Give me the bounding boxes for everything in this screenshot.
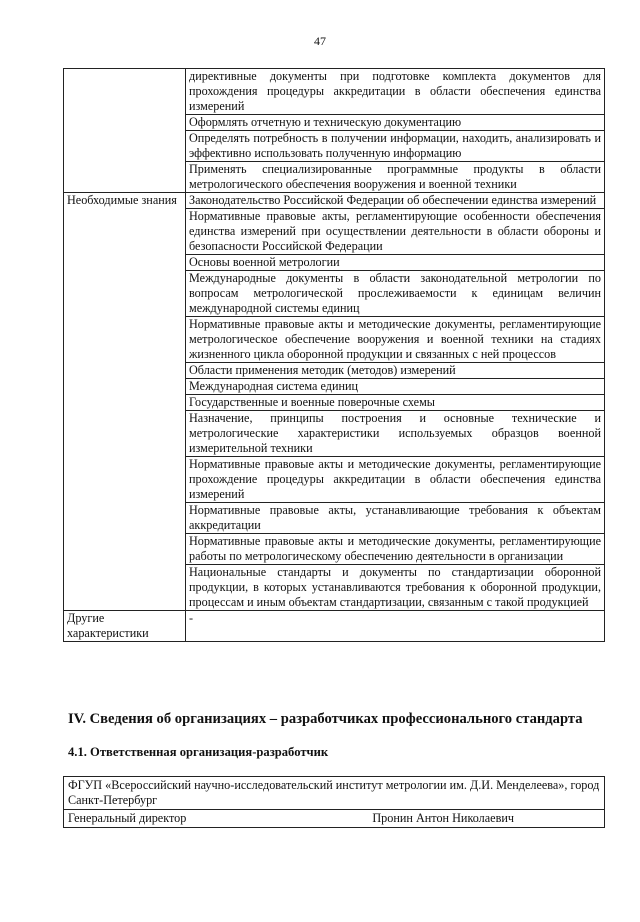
standard-table (63, 68, 605, 642)
empty-label-cell (64, 69, 186, 193)
knowledge-cell: Международные документы в области законодательной метрологии по вопросам метрологической прослеживаемости к единицам величин международной системы единиц (186, 271, 605, 317)
knowledge-cell: Нормативные правовые акты, устанавливающие требования к объектам аккредитации (186, 503, 605, 534)
knowledge-cell: Законодательство Российской Федерации об обеспечении единства измерений (186, 193, 605, 209)
table-row (64, 777, 605, 810)
skill-cell: Применять специализированные программные продукты в области метрологического обеспечения вооружения и военной техники (186, 162, 605, 193)
director-name: Пронин Антон Николаевич (372, 811, 514, 825)
knowledge-cell: Нормативные правовые акты, регламентирующие особенности обеспечения единства измерений при осуществлении деятельности в области обороны и безопасности Российской Федерации (186, 209, 605, 255)
director-row (68, 811, 600, 826)
knowledge-cell: Основы военной метрологии (186, 255, 605, 271)
organization-name: ФГУП «Всероссийский научно-исследовательский институт метрологии им. Д.И. Менделеева», город Санкт-Петербург (64, 777, 605, 810)
director-title: Генеральный директор (68, 811, 187, 825)
director-cell (64, 810, 605, 828)
knowledge-cell: Международная система единиц (186, 379, 605, 395)
subsection-title: 4.1. Ответственная организация-разработчик (68, 745, 329, 759)
knowledge-cell: Нормативные правовые акты и методические документы, регламентирующие работы по метрологическому обеспечению деятельности в организации (186, 534, 605, 565)
knowledge-cell: Государственные и военные поверочные схемы (186, 395, 605, 411)
table-row (64, 810, 605, 828)
knowledge-cell: Назначение, принципы построения и основные технические и метрологические характеристики используемых образцов военной измерительной техники (186, 411, 605, 457)
knowledge-cell: Нормативные правовые акты и методические документы, регламентирующие метрологическое обеспечение вооружения и военной техники на стадиях жизненного цикла оборонной продукции и связанных с ней процессов (186, 317, 605, 363)
other-value: - (186, 611, 605, 642)
table-row (64, 611, 605, 642)
section-title: IV. Сведения об организациях – разработчиках профессионального стандарта (68, 711, 583, 727)
table-row (64, 69, 605, 115)
skill-cell: Определять потребность в получении информации, находить, анализировать и эффективно использовать полученную информацию (186, 131, 605, 162)
other-label: Другие характеристики (64, 611, 186, 642)
skill-cell: директивные документы при подготовке комплекта документов для прохождения процедуры аккредитации в области обеспечения единства измерений (186, 69, 605, 115)
knowledge-label: Необходимые знания (64, 193, 186, 611)
page-number: 47 (314, 34, 326, 48)
knowledge-cell: Национальные стандарты и документы по стандартизации оборонной продукции, в которых устанавливаются требования к оборонной продукции, процессам и иным объектам стандартизации, связанным с такой продукцией (186, 565, 605, 611)
knowledge-cell: Нормативные правовые акты и методические документы, регламентирующие прохождение процедуры аккредитации в области обеспечения единства измерений (186, 457, 605, 503)
table-row (64, 193, 605, 209)
knowledge-cell: Области применения методик (методов) измерений (186, 363, 605, 379)
organization-table (63, 776, 605, 828)
skill-cell: Оформлять отчетную и техническую документацию (186, 115, 605, 131)
